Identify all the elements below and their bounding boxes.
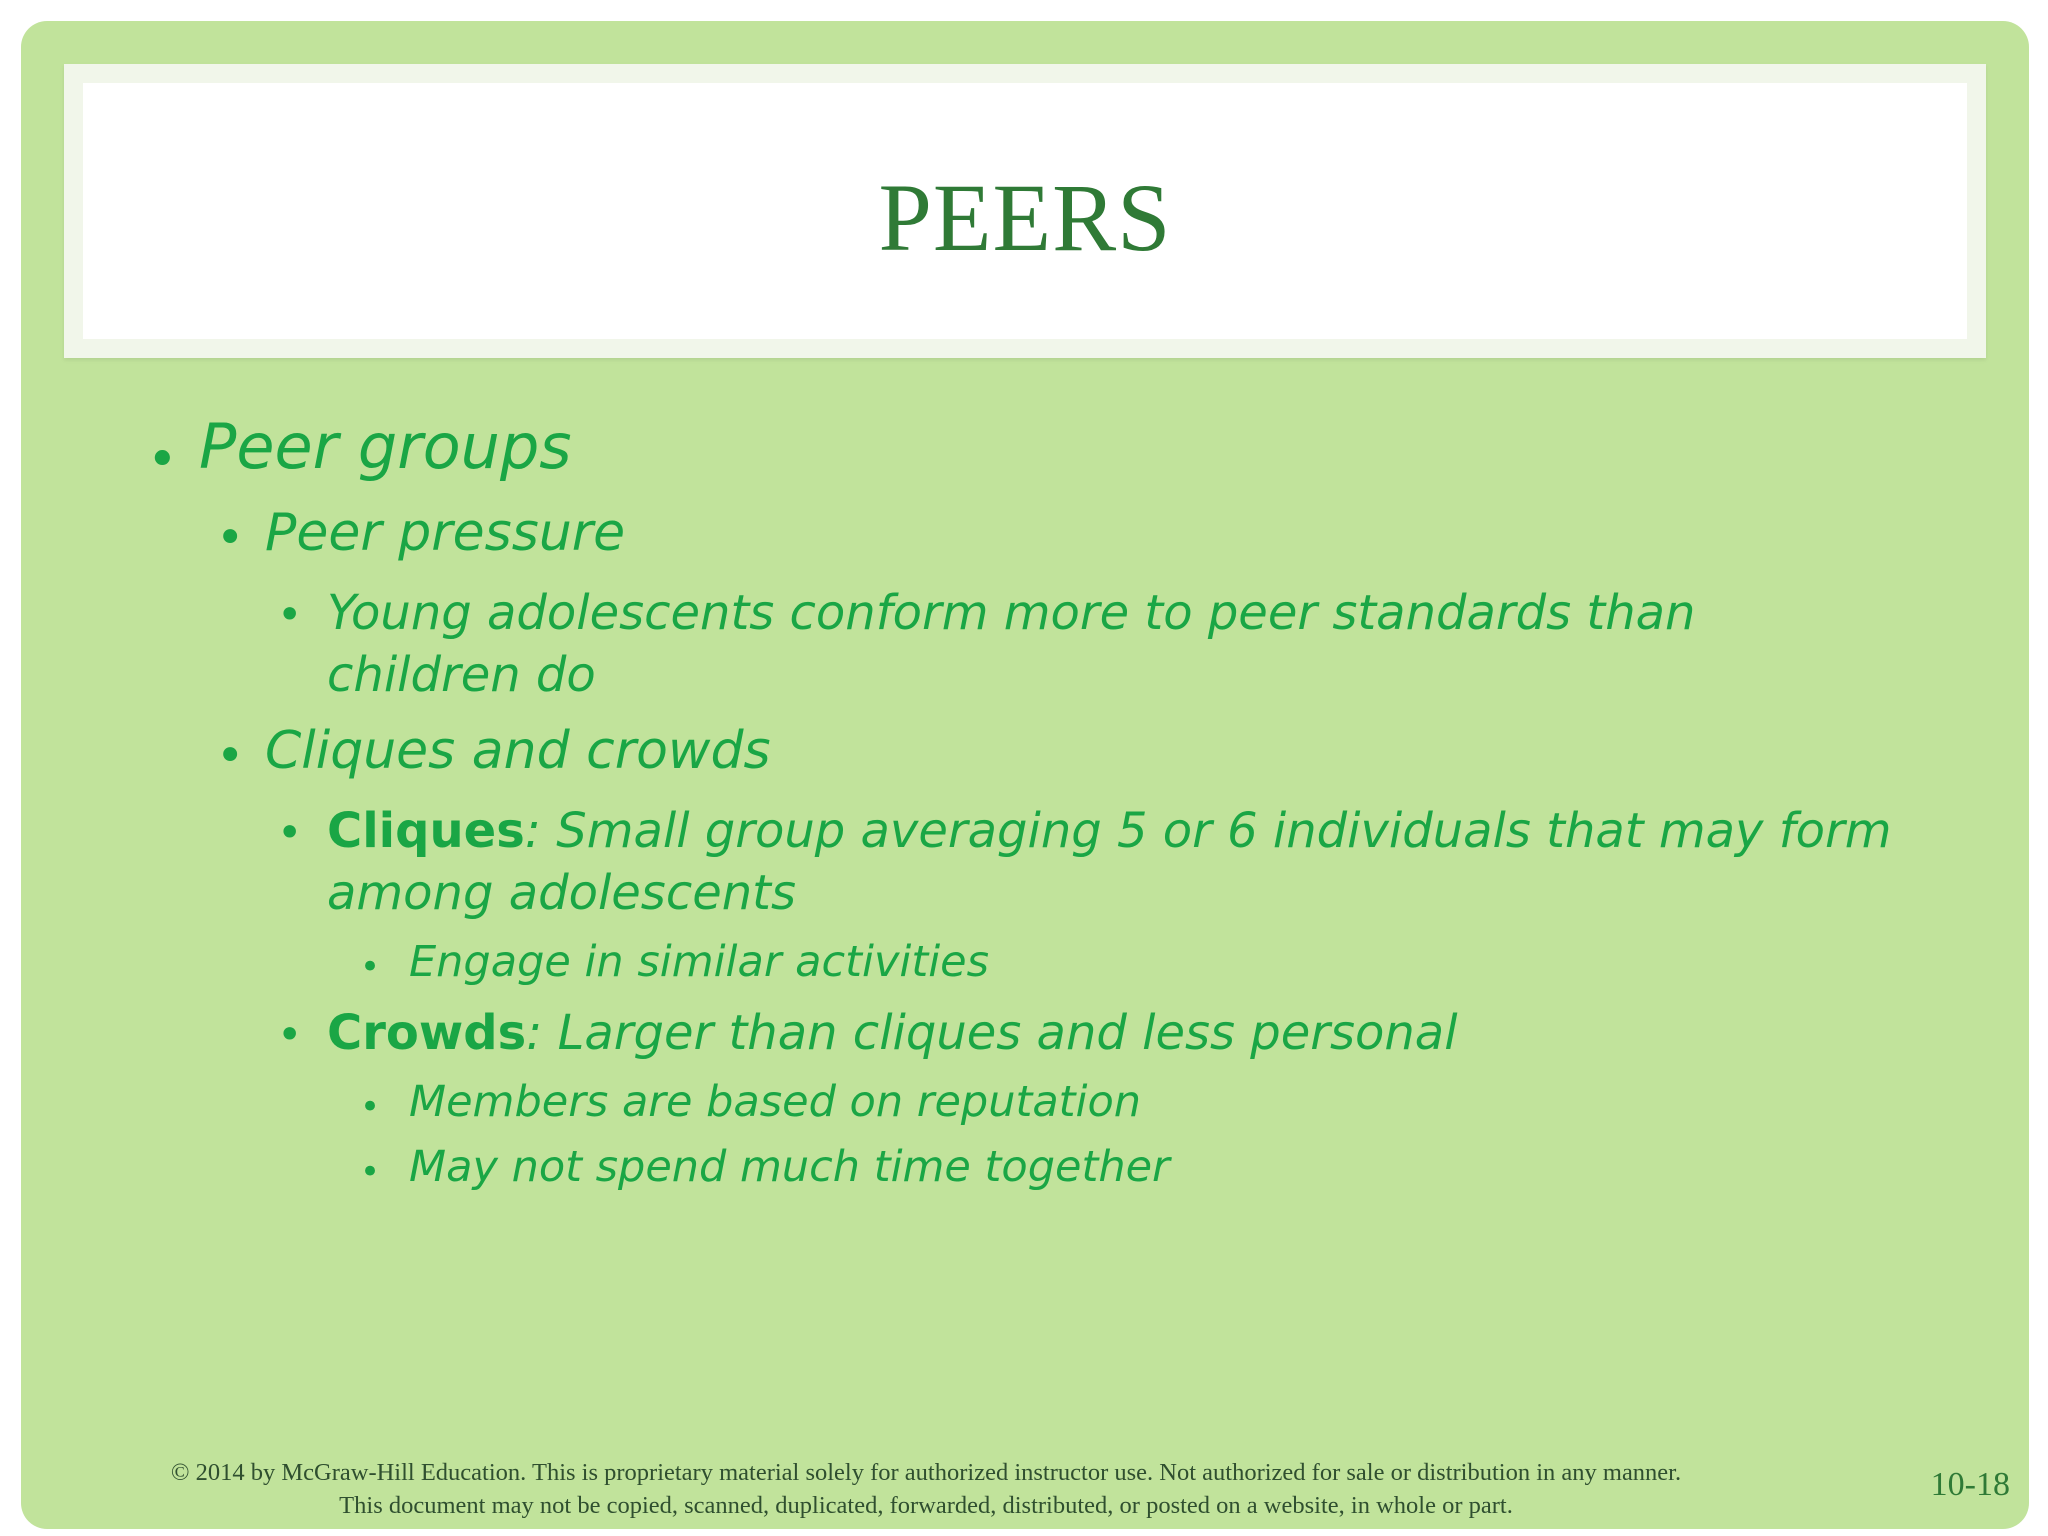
bullet-icon: • — [277, 1010, 303, 1060]
bullet-icon: • — [277, 808, 303, 858]
bullet-icon: • — [360, 947, 381, 987]
footer-line-1: © 2014 by McGraw-Hill Education. This is proprietary material solely for authorized instructor use. Not authorized for sale or distribution in any manner. — [170, 1459, 1682, 1486]
cliques-term: Cliques — [327, 803, 525, 859]
crowds-definition-text: : Larger than cliques and less personal — [526, 1005, 1458, 1061]
bullet-icon: • — [216, 510, 245, 566]
bullet-icon: • — [360, 1087, 381, 1127]
bullet-young-adolescents-line2: children do — [327, 647, 596, 703]
bullet-icon: • — [147, 430, 178, 490]
bullet-peer-groups: Peer groups — [199, 410, 572, 483]
bullet-young-adolescents-line1: Young adolescents conform more to peer standards than — [327, 585, 1696, 641]
bullet-icon: • — [360, 1152, 381, 1192]
bullet-not-much-time-together: May not spend much time together — [409, 1142, 1170, 1192]
bullet-icon: • — [277, 590, 303, 640]
footer-line-2: This document may not be copied, scanned, duplicated, forwarded, distributed, or posted on a website, in whole or part. — [339, 1492, 1513, 1519]
bullet-crowds-definition — [327, 1005, 1458, 1061]
bullet-cliques-and-crowds: Cliques and crowds — [265, 721, 771, 781]
bullet-engage-similar-activities: Engage in similar activities — [409, 937, 990, 987]
bullet-members-reputation: Members are based on reputation — [409, 1077, 1142, 1127]
slide-title: PEERS — [878, 164, 1172, 271]
bullet-peer-pressure: Peer pressure — [265, 503, 626, 563]
bullet-cliques-definition — [327, 803, 1891, 859]
page-number: 10-18 — [1930, 1466, 2010, 1503]
cliques-definition-text: : Small group averaging 5 or 6 individuals that may form — [524, 803, 1892, 859]
bullet-icon: • — [216, 728, 245, 784]
copyright-footer — [26, 1456, 1826, 1522]
crowds-term: Crowds — [327, 1005, 527, 1061]
bullet-cliques-definition-line2: among adolescents — [327, 865, 796, 921]
